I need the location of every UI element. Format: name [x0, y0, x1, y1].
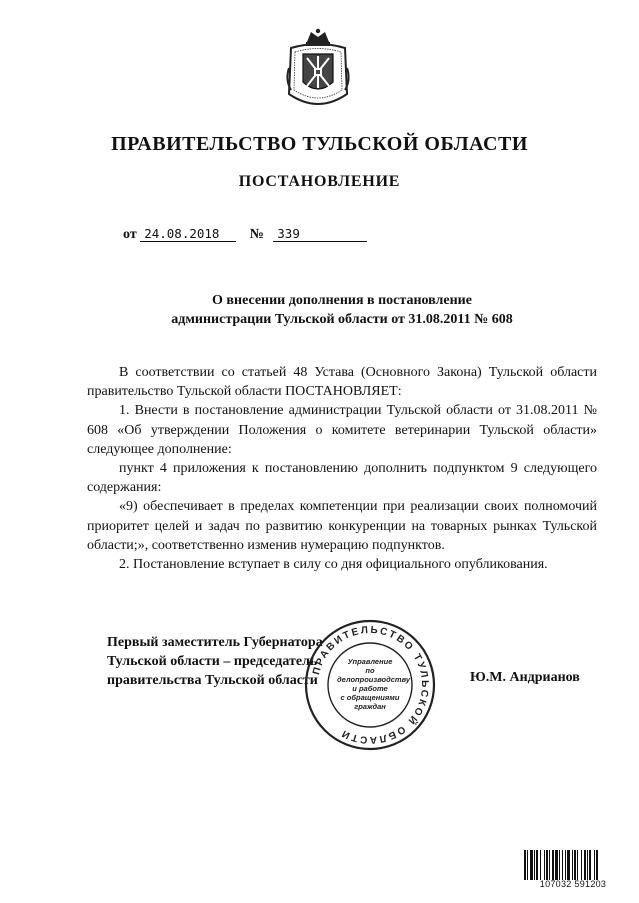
- barcode: [524, 850, 622, 880]
- document-body: [87, 363, 597, 574]
- signatory-name: Ю.М. Андрианов: [470, 670, 580, 685]
- government-title: ПРАВИТЕЛЬСТВО ТУЛЬСКОЙ ОБЛАСТИ: [111, 133, 528, 155]
- stamp-ring-text: ПРАВИТЕЛЬСТВО ТУЛЬСКОЙ ОБЛАСТИ: [311, 624, 431, 746]
- date-number-line: [123, 226, 367, 243]
- document-date: 24.08.2018: [140, 226, 236, 242]
- body-paragraph: пункт 4 приложения к постановлению дополнить подпунктом 9 следующего содержания:: [87, 461, 597, 496]
- subject-line-1: О внесении дополнения в постановление: [212, 293, 472, 308]
- stamp-center-line: граждан: [354, 702, 386, 711]
- subject-line-2: администрации Тульской области от 31.08.2011 № 608: [171, 312, 513, 327]
- body-paragraph: В соответствии со статьей 48 Устава (Основного Закона) Тульской области правительство Тульской области ПОСТАНОВЛЯЕТ:: [87, 365, 597, 400]
- tula-coat-of-arms-icon: [283, 28, 353, 114]
- stamp-center-line: Управление: [347, 657, 393, 666]
- number-label: №: [249, 227, 264, 242]
- stamp-center-line: и работе: [352, 684, 388, 693]
- document-number: 339: [273, 226, 367, 242]
- barcode-number: 107032 591203: [539, 879, 607, 889]
- position-line-1: Первый заместитель Губернатора: [107, 635, 323, 650]
- position-line-3: правительства Тульской области: [107, 673, 318, 688]
- document-subject: [100, 291, 584, 329]
- position-line-2: Тульской области – председатель: [107, 654, 318, 669]
- stamp-center-line: с обращениями: [340, 693, 400, 702]
- body-paragraph: 2. Постановление вступает в силу со дня официального опубликования.: [119, 557, 548, 573]
- stamp-center-text: [337, 657, 411, 711]
- document-type: ПОСТАНОВЛЕНИЕ: [238, 173, 401, 190]
- body-paragraph: «9) обеспечивает в пределах компетенции при реализации своих полномочий приоритет целей и задач по развитию конкуренции на товарных рынках Тульской области;», соответственно изменив нумерацию подпунктов.: [87, 499, 597, 553]
- body-paragraph: 1. Внести в постановление администрации Тульской области от 31.08.2011 № 608 «Об утверждении Положения о комитете ветеринарии Тульской области» следующее дополнение:: [87, 403, 597, 457]
- stamp-center-line: по делопроизводству: [337, 666, 411, 684]
- date-label: от: [123, 227, 137, 242]
